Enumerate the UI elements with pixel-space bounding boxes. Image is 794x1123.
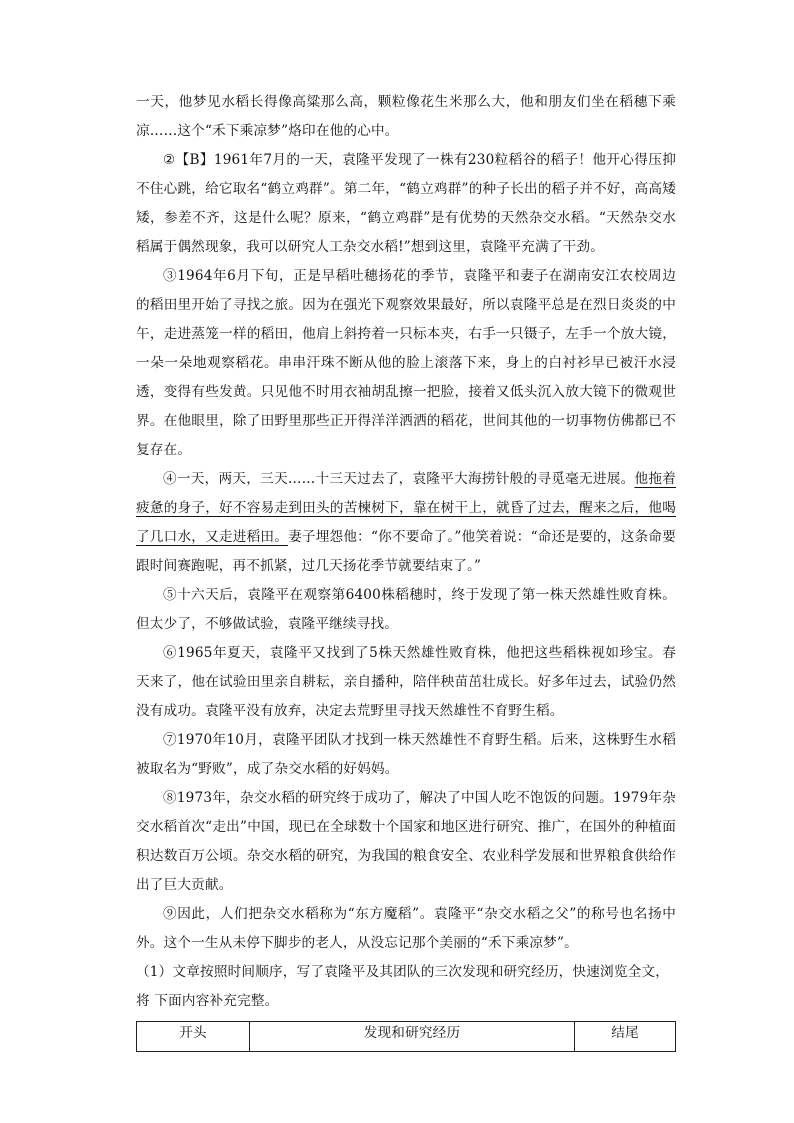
paragraph-4-lead: ④一天，两天，三天……十三天过去了，袁隆平大海捞针般的寻觅毫无进展。 [163, 471, 635, 487]
paragraph-3: ③1964年6月下旬，正是早稻吐穗扬花的季节，袁隆平和妻子在湖南安江农校周边的稻田里开始了寻找之旅。因为在强光下观察效果最好，所以袁隆平总是在烈日炎炎的中午，走进蒸笼一样的稻田，他肩上斜挎着一只标本夹，右手一只镊子，左手一个放大镜，一朵一朵地观察稻花。串串汗珠不断从他的脸上滚落下来，身上的白衬衫早已被汗水浸透，变得有些发黄。只见他不时用衣袖胡乱擦一把脸，接着又低头沉入放大镜下的微观世界。在他眼里，除了田野里那些正开得洋洋洒洒的稻花，世间其他的一切事物仿佛都已不复存在。 [136, 268, 676, 458]
paragraph-4 [136, 465, 676, 581]
document-page [136, 88, 676, 1052]
paragraph-6: ⑥1965年夏天，袁隆平又找到了5株天然雄性败育株，他把这些稻株视如珍宝。春天来了，他在试验田里亲自耕耘，亲自播种，陪伴秧苗茁壮成长。好多年过去，试验仍然没有成功。袁隆平没有放弃，决定去荒野里寻找天然雄性不育野生稻。 [136, 645, 676, 719]
paragraph-4-tail: 妻子埋怨他：“你不要命了。”他笑着说：“命还是要的，这条命要跟时间赛跑呢，再不抓紧，过几天扬花季节就要结束了。” [136, 529, 677, 574]
paragraph-8: ⑧1973年，杂交水稻的研究终于成功了，解决了中国人吃不饱饭的问题。1979年杂交水稻首次“走出”中国，现已在全球数十个国家和地区进行研究、推广，在国外的种植面积达数百万公顷。杂交水稻的研究，为我国的粮食安全、农业科学发展和世界粮食供给作出了巨大贡献。 [136, 790, 676, 893]
question-1-line-1: （1）文章按照时间顺序，写了袁隆平及其团队的三次发现和研究经历，快速浏览全文， [136, 964, 670, 980]
table-header-row [137, 1022, 676, 1052]
header-experience: 发现和研究经历 [250, 1022, 575, 1052]
paragraph-2: ②【B】1961年7月的一天，袁隆平发现了一株有230粒稻谷的稻子！他开心得压抑不住心跳，给它取名“鹤立鸡群”。第二年，“鹤立鸡群”的种子长出的稻子并不好，高高矮矮，参差不齐，这是什么呢？原来，“鹤立鸡群”是有优势的天然杂交水稻。“天然杂交水稻属于偶然现象，我可以研究人工杂交水稻!”想到这里，袁隆平充满了干劲。 [136, 152, 676, 255]
paragraph-5: ⑤十六天后，袁隆平在观察第6400株稻穗时，终于发现了第一株天然雄性败育株。但太少了，不够做试验，袁隆平继续寻找。 [136, 587, 676, 632]
header-ending: 结尾 [575, 1022, 676, 1052]
paragraph-1: 一天，他梦见水稻长得像高粱那么高，颗粒像花生米那么大，他和朋友们坐在稻穗下乘凉……这个“禾下乘凉梦”烙印在他的心中。 [136, 94, 676, 139]
answer-table [136, 1021, 676, 1052]
paragraph-7: ⑦1970年10月，袁隆平团队才找到一株天然雄性不育野生稻。后来，这株野生水稻被取名为“野败”，成了杂交水稻的好妈妈。 [136, 732, 676, 777]
question-1 [136, 958, 676, 1016]
header-opening: 开头 [137, 1022, 250, 1052]
paragraph-9: ⑨因此，人们把杂交水稻称为“东方魔稻”。袁隆平“杂交水稻之父”的称号也名扬中外。这个一生从未停下脚步的老人，从没忘记那个美丽的“禾下乘凉梦”。 [136, 906, 676, 951]
underlined-sentence: 他拖着疲惫的身子，好不容易走到田头的苦楝树下，靠在树干上，就昏了过去，醒来之后，他喝了几口水，又走进稻田。 [136, 471, 676, 545]
question-1-line-2: 将 下面内容补充完整。 [136, 993, 279, 1009]
